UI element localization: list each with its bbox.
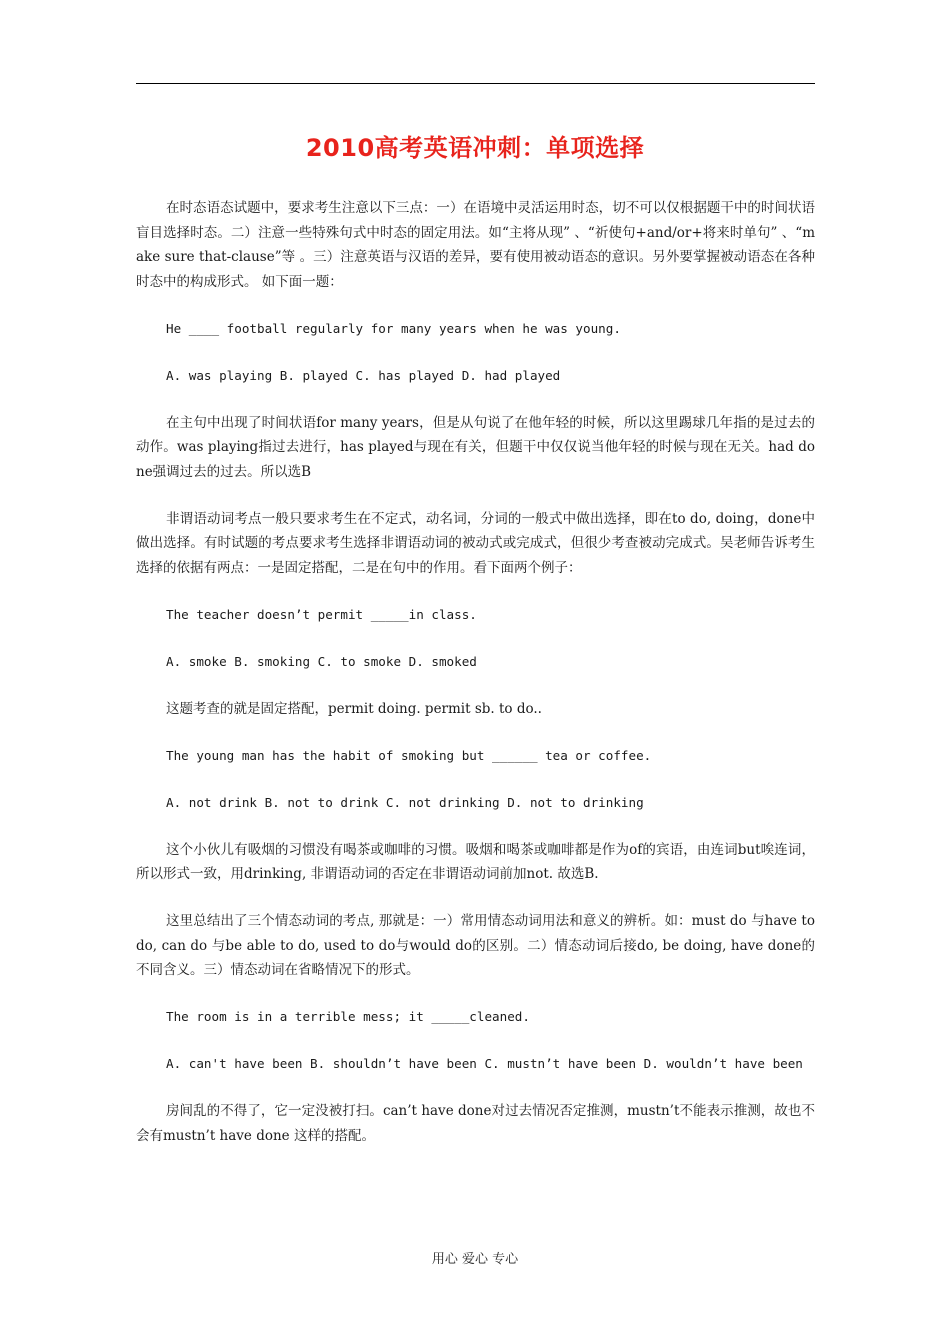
question-4-options: A. can't have been B. shouldn’t have been C. mustn’t have been D. wouldn’t have been	[166, 1056, 803, 1071]
question-3-stem: The young man has the habit of smoking but ______ tea or coffee.	[166, 747, 652, 763]
question-4-stem: The room is in a terrible mess; it _____cleaned.	[166, 1009, 530, 1024]
question-2-options: A. smoke B. smoking C. to smoke D. smoked	[166, 653, 477, 669]
paragraph-intro-nonfinite: 非谓语动词考点一般只要求考生在不定式，动名词，分词的一般式中做出选择，即在to do, doing，done中做出选择。有时试题的考点要求考生选择非谓语动词的被动式或完成式，但很少考查被动完成式。吴老师告诉考生选择的依据有两点：一是固定搭配，二是在句中的作用。看下面两个例子：	[136, 510, 815, 576]
question-2-explanation: 这题考查的就是固定搭配，permit doing. permit sb. to do..	[166, 700, 542, 717]
paragraph-intro-modal: 这里总结出了三个情态动词的考点, 那就是：一）常用情态动词用法和意义的辨析。如：must do 与have to do, can do 与be able to do, used to do与would do的区别。二）情态动词后接do, be doing, have done的不同含义。三）情态动词在省略情况下的形式。	[136, 913, 815, 978]
paragraph-intro-tense: 在时态语态试题中，要求考生注意以下三点：一）在语境中灵活运用时态，切不可以仅根据题干中的时间状语盲目选择时态。二）注意一些特殊句式中时态的固定用法。如“主将从现” 、“祈使句+and/or+将来时单句” 、“make sure that-clause”等 。三）注意英语与汉语的差异，要有使用被动语态的意识。另外要掌握被动语态在各种时态中的构成形式。 如下面一题：	[136, 200, 815, 290]
header-rule	[136, 83, 815, 84]
document-title: 2010高考英语冲刺：单项选择	[305, 134, 645, 162]
question-1-stem: He ____ football regularly for many years when he was young.	[166, 320, 621, 336]
page-footer: 用心 爱心 专心	[431, 1252, 519, 1267]
question-1-options: A. was playing B. played C. has played D. had played	[166, 367, 561, 383]
question-3-options: A. not drink B. not to drink C. not drinking D. not to drinking	[166, 794, 644, 810]
question-1-explanation: 在主句中出现了时间状语for many years，但是从句说了在他年轻的时候，所以这里踢球几年指的是过去的动作。was playing指过去进行，has played与现在有关，但题干中仅仅说当他年轻的时候与现在无关。had done强调过去的过去。所以选B	[136, 414, 815, 480]
question-4-explanation: 房间乱的不得了，它一定没被打扫。can’t have done对过去情况否定推测，mustn’t不能表示推测，故也不会有mustn’t have done 这样的搭配。	[136, 1103, 815, 1144]
question-2-stem: The teacher doesn’t permit _____in class.	[166, 606, 477, 622]
question-3-explanation: 这个小伙儿有吸烟的习惯没有喝茶或咖啡的习惯。吸烟和喝茶或咖啡都是作为of的宾语，由连词but唉连词，所以形式一致，用drinking, 非谓语动词的否定在非谓语动词前加not. 故选B.	[136, 841, 815, 882]
document-body	[136, 196, 815, 1171]
